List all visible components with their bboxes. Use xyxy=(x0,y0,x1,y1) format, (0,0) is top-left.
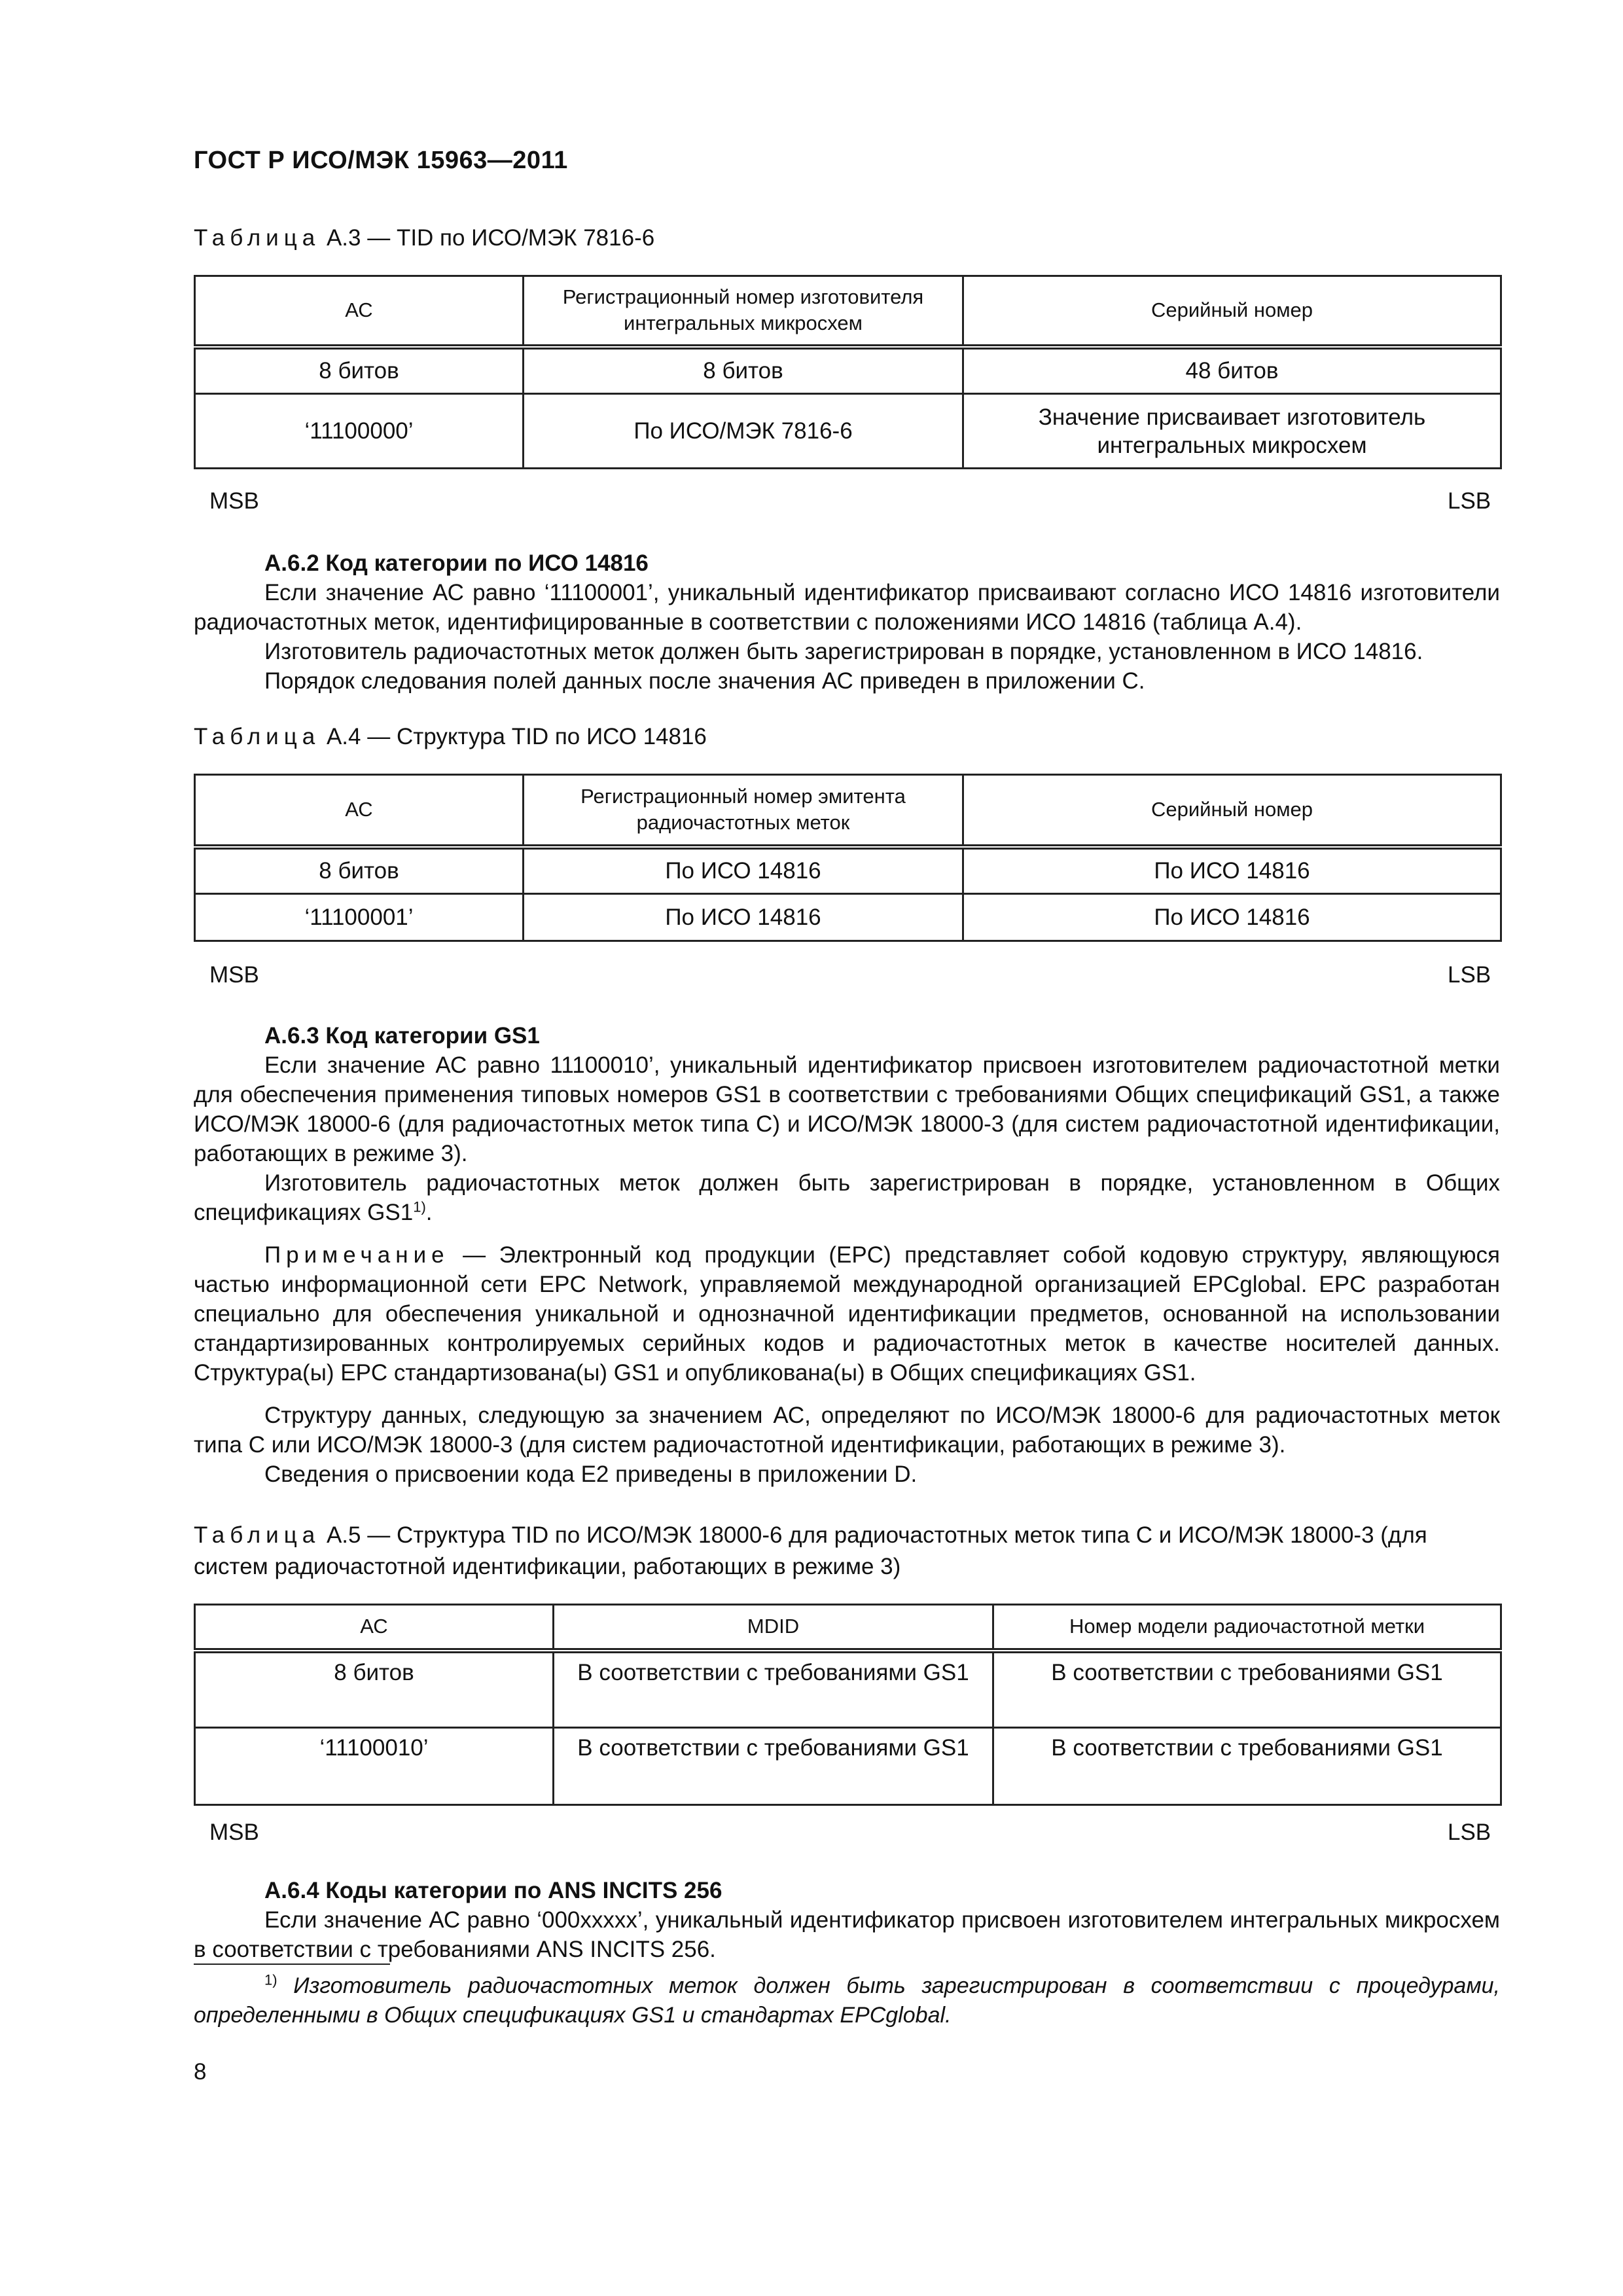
table-cell: ‘11100001’ xyxy=(195,894,524,941)
section-a6-3 xyxy=(194,1021,1500,1489)
paragraph: Если значение АС равно ‘000xxxxx’, уникальный идентификатор присвоен изготовителем интегральных микросхем в соответствии с требованиями ANS INCITS 256. xyxy=(194,1907,1500,1962)
paragraph: Изготовитель радиочастотных меток должен быть зарегистрирован в порядке, установленном в ИСО 14816. xyxy=(264,639,1423,664)
table-cell: По ИСО 14816 xyxy=(963,847,1501,894)
table-caption-text: А.4 — Структура TID по ИСО 14816 xyxy=(320,724,707,749)
table-cell: 8 битов xyxy=(195,347,524,394)
table-cell: 8 битов xyxy=(524,347,963,394)
note-label: Примечание xyxy=(264,1242,450,1268)
table-caption-text: А.5 — Структура TID по ИСО/МЭК 18000-6 для радиочастотных меток типа С и ИСО/МЭК 18000-3 (для систем радиочастотной идентификации, работающих в режиме 3) xyxy=(194,1522,1427,1579)
table-a3-caption xyxy=(194,223,1500,254)
paragraph: Структуру данных, следующую за значением АС, определяют по ИСО/МЭК 18000-6 для радиочастотных меток типа С или ИСО/МЭК 18000-3 (для систем радиочастотной идентификации, работающих в режиме 3). xyxy=(194,1403,1500,1458)
header-cell: Номер модели радиочастотной метки xyxy=(993,1605,1501,1651)
paragraph-text: Изготовитель радиочастотных меток должен быть зарегистрирован в порядке, установленном в Общих спецификациях GS1 xyxy=(194,1170,1500,1225)
table-cell: По ИСО 14816 xyxy=(963,894,1501,941)
table-header-row xyxy=(195,1605,1501,1651)
paragraph: Сведения о присвоении кода Е2 приведены в приложении D. xyxy=(264,1462,918,1487)
footnote-ref: 1) xyxy=(413,1198,426,1215)
section-heading: А.6.2 Код категории по ИСО 14816 xyxy=(264,550,649,576)
table-header-row xyxy=(195,276,1501,347)
header-cell: АС xyxy=(195,775,524,847)
page-number: 8 xyxy=(194,2059,207,2085)
lsb-label: LSB xyxy=(1448,488,1491,514)
msb-label: MSB xyxy=(209,962,259,988)
table-label: Таблица xyxy=(194,225,321,251)
table-a4-caption xyxy=(194,721,1500,753)
table-cell: ‘11100010’ xyxy=(195,1728,554,1805)
table-a3 xyxy=(194,275,1502,469)
footnote-text: Изготовитель радиочастотных меток должен быть зарегистрирован в соответствии с процедурами, определенными в Общих спецификациях GS1 и стандартах EPCglobal. xyxy=(194,1973,1500,2028)
table-cell: По ИСО/МЭК 7816-6 xyxy=(524,394,963,469)
section-heading: А.6.3 Код категории GS1 xyxy=(264,1023,540,1049)
paragraph: Порядок следования полей данных после значения АС приведен в приложении С. xyxy=(264,668,1145,694)
footnote-marker: 1) xyxy=(264,1971,277,1988)
table-cell: По ИСО 14816 xyxy=(524,894,963,941)
footnote xyxy=(194,1971,1500,2030)
paragraph-end: . xyxy=(425,1200,433,1225)
table-cell: В соответствии с требованиями GS1 xyxy=(993,1651,1501,1728)
table-header-row xyxy=(195,775,1501,847)
msb-label: MSB xyxy=(209,1820,259,1845)
table-row xyxy=(195,394,1501,469)
table-cell: 8 битов xyxy=(195,847,524,894)
table-cell: По ИСО 14816 xyxy=(524,847,963,894)
paragraph: Если значение АС равно ‘11100001’, уникальный идентификатор присваивают согласно ИСО 14816 изготовители радиочастотных меток, идентифицированные в соответствии с положениями ИСО 14816 (таблица А.4). xyxy=(194,580,1500,635)
paragraph xyxy=(194,1168,1500,1227)
table-cell: В соответствии с требованиями GS1 xyxy=(554,1651,993,1728)
table-row xyxy=(195,894,1501,941)
table-label: Таблица xyxy=(194,724,321,749)
section-a6-2 xyxy=(194,548,1500,696)
table-cell: В соответствии с требованиями GS1 xyxy=(554,1728,993,1805)
header-cell: MDID xyxy=(554,1605,993,1651)
header-cell: Серийный номер xyxy=(963,775,1501,847)
table-label: Таблица xyxy=(194,1522,321,1548)
table-a5 xyxy=(194,1604,1502,1806)
header-cell: Серийный номер xyxy=(963,276,1501,347)
note xyxy=(194,1240,1500,1388)
table-cell: В соответствии с требованиями GS1 xyxy=(993,1728,1501,1805)
section-heading: А.6.4 Коды категории по ANS INCITS 256 xyxy=(264,1878,722,1903)
lsb-label: LSB xyxy=(1448,1820,1491,1845)
table-cell: Значение присваивает изготовитель интегральных микросхем xyxy=(963,394,1501,469)
table-row xyxy=(195,1728,1501,1805)
header-cell: Регистрационный номер эмитента радиочастотных меток xyxy=(524,775,963,847)
document-header: ГОСТ Р ИСО/МЭК 15963—2011 xyxy=(194,147,568,174)
section-a6-4 xyxy=(194,1876,1500,1964)
table-row xyxy=(195,347,1501,394)
msb-label: MSB xyxy=(209,488,259,514)
header-cell: АС xyxy=(195,1605,554,1651)
header-cell: АС xyxy=(195,276,524,347)
footnote-divider xyxy=(194,1964,390,1965)
table-cell: 48 битов xyxy=(963,347,1501,394)
table-row xyxy=(195,847,1501,894)
table-row xyxy=(195,1651,1501,1728)
header-cell: Регистрационный номер изготовителя интегральных микросхем xyxy=(524,276,963,347)
lsb-label: LSB xyxy=(1448,962,1491,988)
table-a4 xyxy=(194,774,1502,942)
table-cell: ‘11100000’ xyxy=(195,394,524,469)
paragraph: Если значение АС равно 11100010’, уникальный идентификатор присвоен изготовителем радиочастотной метки для обеспечения применения типовых номеров GS1 в соответствии с требованиями Общих спецификаций GS1, а также ИСО/МЭК 18000-6 (для радиочастотных меток типа С) и ИСО/МЭК 18000-3 (для систем радиочастотной идентификации, работающих в режиме 3). xyxy=(194,1052,1500,1166)
table-a5-caption xyxy=(194,1520,1500,1583)
table-cell: 8 битов xyxy=(195,1651,554,1728)
note-text: — Электронный код продукции (EPC) представляет собой кодовую структуру, являющуюся частью информационной сети EPC Network, управляемой международной организацией EPCglobal. EPC разработан специально для обеспечения уникальной и однозначной идентификации предметов, основанной на использовании стандартизированных контролируемых серийных кодов и радиочастотных меток в качестве носителей данных. Структура(ы) EPC стандартизована(ы) GS1 и опубликована(ы) в Общих спецификациях GS1. xyxy=(194,1242,1500,1386)
table-caption-text: А.3 — TID по ИСО/МЭК 7816-6 xyxy=(320,225,655,251)
